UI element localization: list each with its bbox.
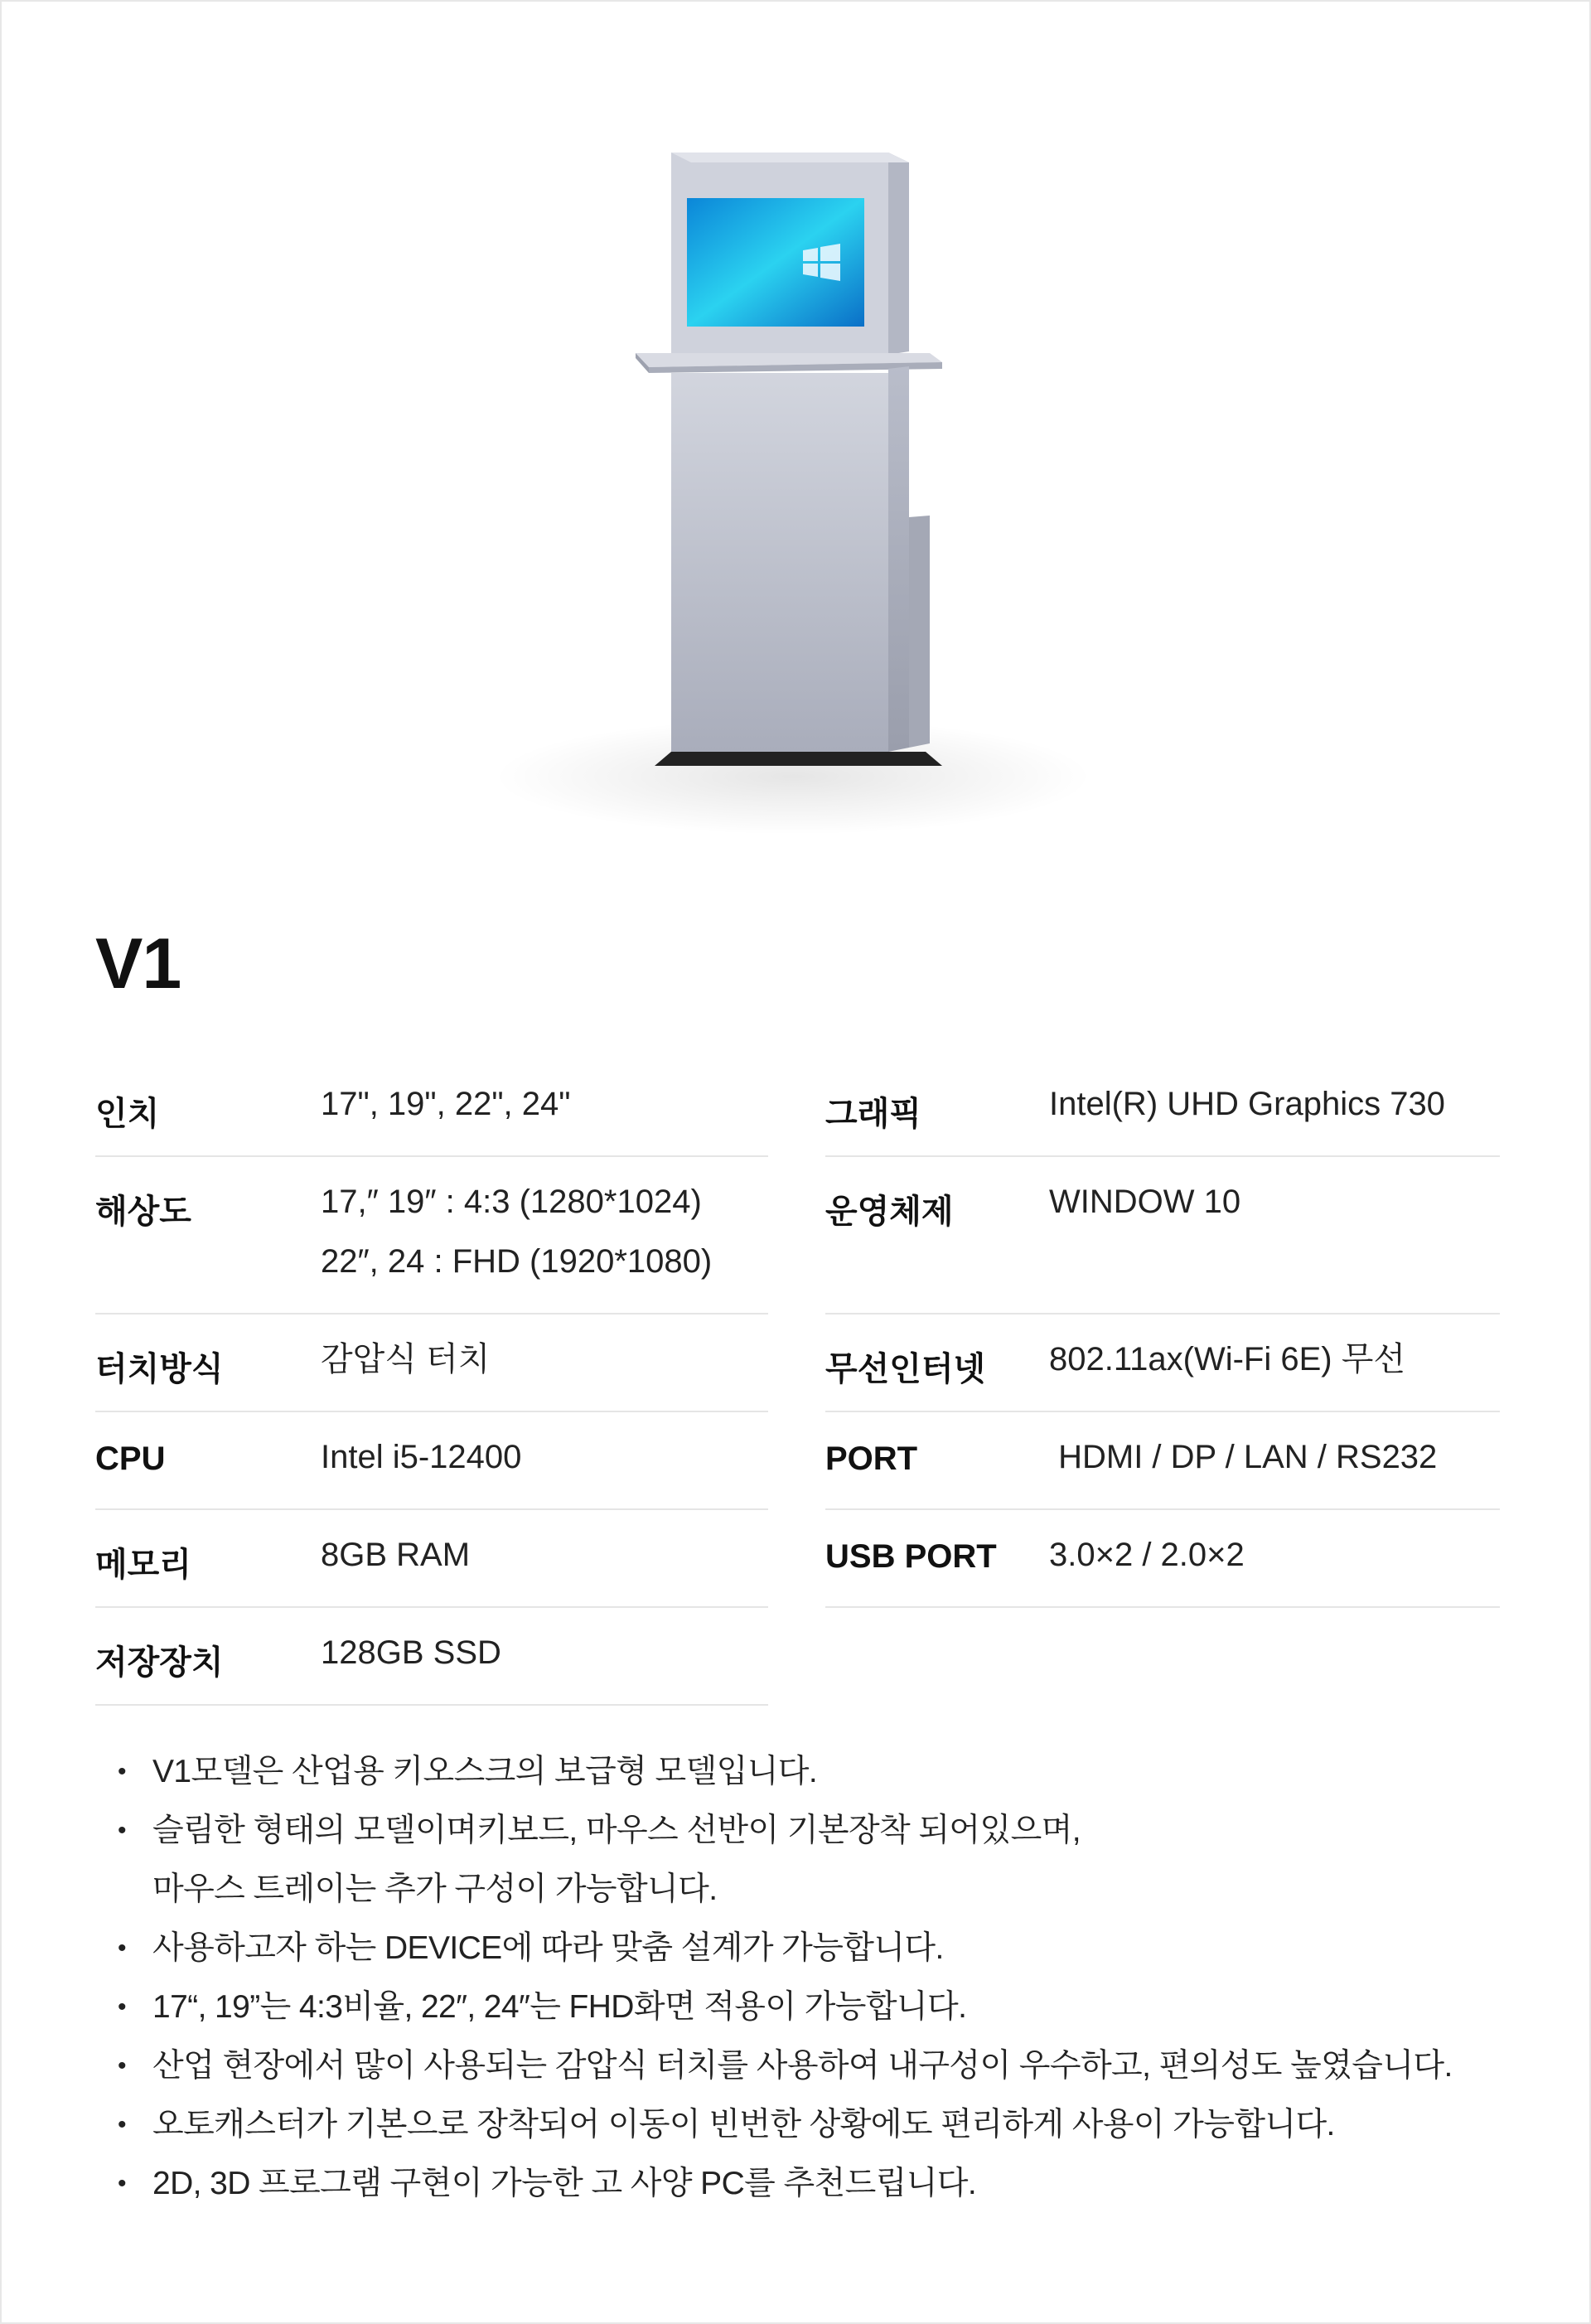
spec-value	[321, 1074, 570, 1134]
spec-row-wireless	[825, 1315, 1500, 1412]
spec-label: 그래픽	[825, 1096, 921, 1132]
spec-label: USB PORT	[825, 1538, 997, 1575]
list-item: • 슬림한 형태의 모델이며키보드, 마우스 선반이 기본장착 되어있으며, 마우스 트레이는 추가 구성이 가능합니다.	[118, 1801, 1453, 1919]
list-item: • 오토캐스터가 기본으로 장착되어 이동이 빈번한 상황에도 편리하게 사용이 가능합니다.	[118, 2095, 1453, 2154]
spec-value	[321, 1329, 490, 1389]
bullet-icon: •	[118, 1934, 126, 1962]
screen	[687, 198, 864, 327]
spec-value	[1049, 1525, 1245, 1585]
spec-label: PORT	[825, 1440, 918, 1477]
spec-value-line: 802.11ax(Wi-Fi 6E) 무선	[1049, 1341, 1405, 1377]
spec-row-port	[825, 1412, 1500, 1510]
spec-label: 터치방식	[95, 1351, 224, 1387]
bullet-icon: •	[118, 2170, 126, 2197]
spec-value	[1049, 1427, 1437, 1487]
kiosk-illustration	[283, 134, 1311, 864]
spec-label: 저장장치	[95, 1644, 224, 1681]
spec-label: 운영체제	[825, 1193, 954, 1230]
spec-label: 해상도	[95, 1193, 191, 1230]
spec-row-memory	[95, 1510, 768, 1608]
spec-row-usb-port	[825, 1510, 1500, 1608]
bullet-icon: •	[118, 1758, 126, 1785]
product-image	[283, 134, 1311, 864]
list-item: • 17“, 19”는 4:3비율, 22″, 24″는 FHD화면 적용이 가능합니다.	[118, 1978, 1453, 2036]
bullet-icon: •	[118, 2052, 126, 2079]
spec-row-touch	[95, 1315, 768, 1412]
spec-table-left	[95, 1059, 768, 1706]
spec-value-line: WINDOW 10	[1049, 1184, 1241, 1220]
list-item: • 사용하고자 하는 DEVICE에 따라 맞춤 설계가 가능합니다.	[118, 1919, 1453, 1978]
spec-label: 메모리	[95, 1547, 191, 1583]
spec-row-graphics	[825, 1059, 1500, 1157]
bullet-icon: •	[118, 1993, 126, 2021]
spec-row-os	[825, 1157, 1500, 1315]
spec-row-inch	[95, 1059, 768, 1157]
spec-value	[1049, 1329, 1405, 1389]
spec-value-line: 17,″ 19″ : 4:3 (1280*1024)	[321, 1184, 702, 1220]
feature-notes-list	[118, 1742, 1453, 2213]
spec-value-line: Intel i5-12400	[321, 1439, 522, 1475]
spec-label: CPU	[95, 1440, 166, 1477]
spec-table-right	[825, 1059, 1500, 1608]
list-item: • 2D, 3D 프로그램 구현이 가능한 고 사양 PC를 추천드립니다.	[118, 2154, 1453, 2213]
spec-value-line: HDMI / DP / LAN / RS232	[1049, 1439, 1438, 1475]
base-plate	[655, 752, 942, 766]
spec-value-line: 22″, 24 : FHD (1920*1080)	[321, 1243, 713, 1280]
spec-value	[321, 1427, 521, 1487]
spec-value	[1049, 1074, 1445, 1134]
product-title: V1	[95, 924, 181, 1004]
spec-value	[321, 1525, 470, 1585]
bullet-icon: •	[118, 1817, 126, 1844]
spec-value-line: Intel(R) UHD Graphics 730	[1049, 1086, 1445, 1122]
spec-value-line: 3.0×2 / 2.0×2	[1049, 1537, 1245, 1573]
bullet-icon: •	[118, 2111, 126, 2138]
spec-label: 무선인터넷	[825, 1351, 986, 1387]
spec-value-line: 128GB SSD	[321, 1634, 501, 1671]
spec-value	[321, 1623, 501, 1682]
spec-value-line: 감압식 터치	[321, 1341, 491, 1377]
spec-value	[1049, 1172, 1240, 1232]
spec-value	[321, 1172, 712, 1291]
list-item: • V1모델은 산업용 키오스크의 보급형 모델입니다.	[118, 1742, 1453, 1801]
spec-value-line: 8GB RAM	[321, 1537, 471, 1573]
spec-row-cpu	[95, 1412, 768, 1510]
spec-label: 인치	[95, 1096, 160, 1132]
spec-row-storage	[95, 1608, 768, 1706]
spec-value-line: 17", 19", 22", 24"	[321, 1086, 571, 1122]
list-item: • 산업 현장에서 많이 사용되는 감압식 터치를 사용하여 내구성이 우수하고, 편의성도 높였습니다.	[118, 2036, 1453, 2095]
spec-row-resolution	[95, 1157, 768, 1315]
